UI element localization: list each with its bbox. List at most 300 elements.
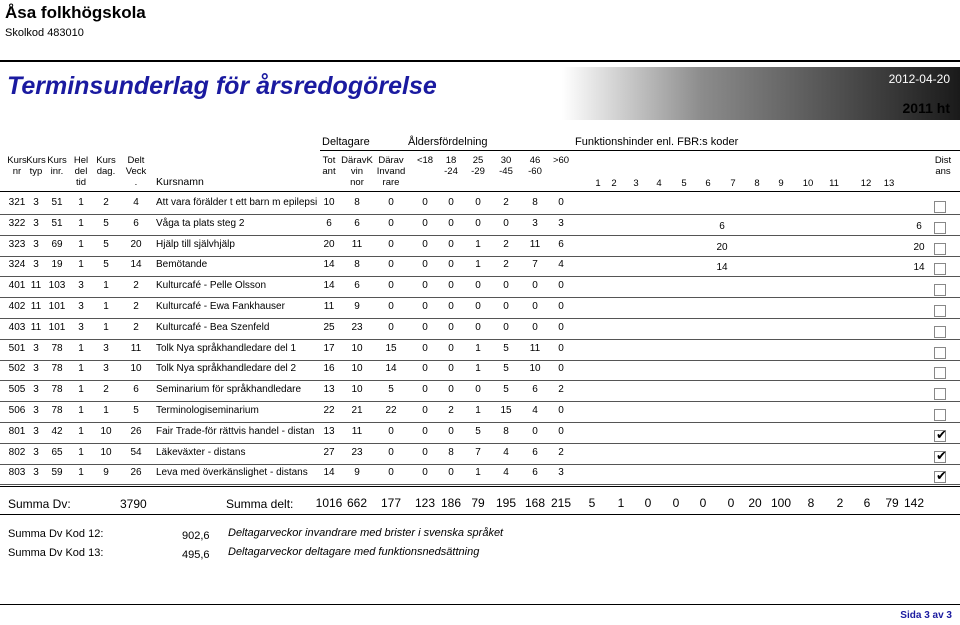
column-header: Hel del tid [73,155,89,188]
cell-tid: 3 [78,280,84,291]
cell-dag: 1 [103,405,109,416]
column-header: Tot ant [322,155,336,177]
column-header: Därav Invand rare [376,155,406,188]
cell-dag: 2 [103,197,109,208]
cell-nr: 322 [8,218,26,229]
group-header-alders: Åldersfördelning [408,136,488,148]
cell-typ: 3 [33,467,39,478]
cell-a5: 4 [532,405,538,416]
row-rule [0,214,960,215]
cell-nr: 802 [8,447,26,458]
cell-a4: 0 [503,322,509,333]
row-rule [0,360,960,361]
cell-kv: 21 [351,405,363,416]
summary-total: 2 [836,496,844,510]
group-header-rule [320,150,960,151]
cell-veck: 20 [130,239,142,250]
cell-veck: 4 [133,197,139,208]
cell-nr: 323 [8,239,26,250]
row-rule [0,464,960,465]
cell-a6: 0 [558,363,564,374]
cell-a4: 5 [503,343,509,354]
cell-inv: 0 [388,322,394,333]
row-rule [0,443,960,444]
cell-inv: 0 [388,426,394,437]
distance-checkbox[interactable] [934,243,946,255]
cell-inv: 0 [388,259,394,270]
group-header-funk: Funktionshinder enl. FBR:s koder [575,136,739,148]
summary-total: 79 [471,496,485,510]
cell-a5: 0 [532,301,538,312]
column-header: <18 [416,155,434,166]
cell-tid: 1 [78,426,84,437]
cell-a6: 0 [558,197,564,208]
distance-checkbox[interactable] [934,201,946,213]
summary-total: 142 [903,496,925,510]
cell-a2: 0 [448,301,454,312]
page-footer-rule [0,604,960,605]
summary-total: 0 [727,496,735,510]
header-rule [0,60,960,62]
column-header: 9 [778,178,784,189]
cell-a4: 5 [503,384,509,395]
cell-a5: 11 [529,239,541,250]
cell-typ: 3 [33,343,39,354]
distance-checkbox[interactable] [934,427,947,442]
column-header: 1 [595,178,601,189]
cell-kv: 10 [351,363,363,374]
cell-dag: 10 [100,447,112,458]
cell-a1: 0 [422,301,428,312]
course-name: Terminologiseminarium [156,405,259,416]
school-name: Åsa folkhögskola [5,3,146,22]
cell-veck: 6 [133,384,139,395]
cell-a1: 0 [422,197,428,208]
cell-tid: 1 [78,467,84,478]
cell-dag: 2 [103,384,109,395]
column-header: 2 [611,178,617,189]
cell-a2: 0 [448,259,454,270]
cell-tot: 17 [323,343,335,354]
cell-tot: 13 [323,384,335,395]
course-name: Kulturcafé - Ewa Fankhauser [156,301,285,312]
cell-inr: 59 [51,467,63,478]
distance-checkbox[interactable] [934,326,946,338]
cell-a3: 1 [475,343,481,354]
cell-a5: 3 [532,218,538,229]
cell-a1: 0 [422,467,428,478]
column-header: Kurs dag. [96,155,116,177]
cell-veck: 26 [130,467,142,478]
cell-kv: 10 [351,384,363,395]
cell-nr: 401 [8,280,26,291]
cell-a2: 0 [448,280,454,291]
cell-typ: 11 [30,301,42,312]
cell-kv: 8 [354,259,360,270]
cell-veck: 11 [130,343,142,354]
cell-typ: 3 [33,384,39,395]
footer-kod13-text: Deltagarveckor deltagare med funktionsnedsättning [228,546,480,558]
cell-tid: 1 [78,363,84,374]
cell-a5: 8 [532,197,538,208]
cell-a2: 0 [448,218,454,229]
cell-inr: 65 [51,447,63,458]
cell-a5: 6 [532,384,538,395]
cell-a5: 11 [529,343,541,354]
sum-dv-value: 3790 [120,497,147,511]
cell-nr: 506 [8,405,26,416]
cell-a6: 2 [558,447,564,458]
cell-kv: 11 [351,426,363,437]
cell-typ: 3 [33,426,39,437]
cell-dag: 9 [103,467,109,478]
cell-kv: 10 [351,343,363,354]
cell-fh6: 6 [719,221,725,232]
cell-tot: 6 [326,218,332,229]
cell-typ: 3 [33,218,39,229]
column-header: 8 [754,178,760,189]
cell-tid: 1 [78,239,84,250]
summary-total: 0 [672,496,680,510]
course-name: Att vara förälder t ett barn m epilepsi [156,197,318,208]
column-header: 11 [829,178,839,189]
cell-inr: 19 [51,259,63,270]
cell-a4: 2 [503,197,509,208]
cell-tot: 14 [323,280,335,291]
cell-tot: 10 [323,197,335,208]
cell-tot: 27 [323,447,335,458]
summary-total: 123 [414,496,436,510]
cell-fh13: 14 [913,262,925,273]
footer-kod13-value: 495,6 [182,549,210,561]
cell-typ: 11 [30,322,42,333]
distance-checkbox[interactable] [934,305,946,317]
course-name: Tolk Nya språkhandledare del 2 [156,363,297,374]
cell-nr: 502 [8,363,26,374]
row-rule [0,318,960,319]
summary-total: 6 [863,496,871,510]
column-header: Delt Veck . [125,155,147,188]
cell-a5: 10 [529,363,541,374]
summary-total: 5 [588,496,596,510]
cell-inv: 22 [385,405,397,416]
summary-total: 100 [770,496,792,510]
cell-tot: 22 [323,405,335,416]
summary-bottom-rule [0,514,960,515]
cell-kv: 8 [354,197,360,208]
cell-a6: 3 [558,218,564,229]
column-header: Kursnamn [156,176,204,188]
cell-a2: 0 [448,239,454,250]
column-header: 3 [633,178,639,189]
cell-a2: 8 [448,447,454,458]
column-header: 10 [802,178,814,189]
cell-tot: 14 [323,467,335,478]
cell-inv: 0 [388,239,394,250]
column-header: Dist ans [934,155,952,177]
cell-inv: 14 [385,363,397,374]
summary-total: 0 [644,496,652,510]
cell-typ: 3 [33,363,39,374]
cell-typ: 3 [33,405,39,416]
cell-inv: 0 [388,280,394,291]
footer-kod12-value: 902,6 [182,530,210,542]
cell-a1: 0 [422,343,428,354]
course-name: Fair Trade-för rättvis handel - distan [156,426,315,437]
cell-a6: 2 [558,384,564,395]
column-header: 13 [883,178,895,189]
summary-total: 79 [885,496,899,510]
cell-typ: 3 [33,259,39,270]
cell-tot: 13 [323,426,335,437]
course-name: Läkeväxter - distans [156,447,246,458]
cell-kv: 6 [354,280,360,291]
cell-a4: 5 [503,363,509,374]
column-header: 30 -45 [499,155,513,177]
cell-a1: 0 [422,322,428,333]
row-rule [0,422,960,423]
cell-a1: 0 [422,218,428,229]
distance-checkbox[interactable] [934,367,946,379]
cell-a4: 0 [503,280,509,291]
cell-a2: 0 [448,343,454,354]
cell-inv: 0 [388,197,394,208]
cell-a2: 0 [448,426,454,437]
cell-nr: 324 [8,259,26,270]
cell-inr: 51 [51,218,63,229]
cell-veck: 54 [130,447,142,458]
cell-inr: 78 [51,343,63,354]
cell-a6: 0 [558,322,564,333]
cell-a5: 0 [532,322,538,333]
column-header: 46 -60 [528,155,542,177]
course-name: Kulturcafé - Pelle Olsson [156,280,267,291]
sum-dv-label: Summa Dv: [8,497,71,511]
column-header: Kurs typ [26,155,46,177]
cell-a2: 0 [448,197,454,208]
cell-typ: 3 [33,447,39,458]
footer-kod13-label: Summa Dv Kod 13: [8,547,104,559]
cell-nr: 803 [8,467,26,478]
cell-a4: 15 [500,405,512,416]
distance-checkbox[interactable] [934,347,946,359]
cell-a6: 0 [558,405,564,416]
cell-a3: 1 [475,405,481,416]
school-code: Skolkod 483010 [5,27,84,39]
cell-a2: 0 [448,363,454,374]
cell-veck: 6 [133,218,139,229]
summary-total: 20 [748,496,762,510]
cell-a3: 0 [475,301,481,312]
cell-a4: 4 [503,467,509,478]
cell-a1: 0 [422,280,428,291]
cell-a6: 3 [558,467,564,478]
cell-a4: 0 [503,301,509,312]
cell-tid: 1 [78,343,84,354]
cell-a3: 0 [475,384,481,395]
row-rule [0,401,960,402]
cell-veck: 10 [130,363,142,374]
report-date: 2012-04-20 [888,72,950,86]
cell-a6: 0 [558,301,564,312]
cell-a6: 0 [558,280,564,291]
cell-veck: 2 [133,280,139,291]
summary-total: 8 [807,496,815,510]
cell-dag: 10 [100,426,112,437]
checkmark-icon: ✔ [936,427,947,442]
cell-dag: 5 [103,239,109,250]
cell-tid: 1 [78,197,84,208]
cell-nr: 403 [8,322,26,333]
cell-dag: 5 [103,218,109,229]
cell-tot: 20 [323,239,335,250]
cell-typ: 3 [33,197,39,208]
summary-total: 662 [346,496,368,510]
cell-inr: 78 [51,384,63,395]
cell-a3: 7 [475,447,481,458]
cell-a6: 0 [558,343,564,354]
cell-dag: 3 [103,343,109,354]
cell-a1: 0 [422,447,428,458]
column-header: Kurs nr [7,155,27,177]
cell-a3: 0 [475,218,481,229]
row-rule [0,297,960,298]
distance-checkbox[interactable] [934,388,946,400]
distance-checkbox[interactable] [934,222,946,234]
distance-checkbox[interactable] [934,468,947,483]
cell-a4: 2 [503,239,509,250]
cell-fh6: 20 [716,242,728,253]
cell-dag: 1 [103,280,109,291]
cell-a2: 0 [448,384,454,395]
cell-dag: 3 [103,363,109,374]
cell-a4: 0 [503,218,509,229]
cell-a6: 4 [558,259,564,270]
summary-total: 177 [380,496,402,510]
cell-nr: 321 [8,197,26,208]
cell-inv: 0 [388,218,394,229]
cell-inv: 15 [385,343,397,354]
summary-total: 1016 [315,496,343,510]
column-header: >60 [552,155,570,166]
cell-a3: 1 [475,239,481,250]
cell-a2: 0 [448,322,454,333]
cell-a6: 6 [558,239,564,250]
cell-veck: 26 [130,426,142,437]
row-rule [0,484,960,485]
distance-checkbox[interactable] [934,448,947,463]
course-name: Våga ta plats steg 2 [156,218,245,229]
column-header: 7 [730,178,736,189]
cell-a1: 0 [422,426,428,437]
course-name: Bemötande [156,259,208,270]
cell-a5: 6 [532,447,538,458]
cell-dag: 5 [103,259,109,270]
cell-a3: 0 [475,280,481,291]
cell-a4: 4 [503,447,509,458]
cell-veck: 5 [133,405,139,416]
cell-kv: 9 [354,301,360,312]
cell-fh13: 6 [916,221,922,232]
row-rule [0,276,960,277]
cell-inv: 0 [388,447,394,458]
cell-nr: 801 [8,426,26,437]
footer-kod12-label: Summa Dv Kod 12: [8,528,104,540]
row-rule [0,339,960,340]
column-header: 12 [860,178,872,189]
distance-checkbox[interactable] [934,284,946,296]
cell-inr: 101 [48,322,66,333]
course-name: Seminarium för språkhandledare [156,384,302,395]
checkmark-icon: ✔ [936,468,947,483]
page-number: Sida 3 av 3 [900,610,952,621]
cell-inr: 78 [51,363,63,374]
cell-inr: 101 [48,301,66,312]
distance-checkbox[interactable] [934,263,946,275]
course-name: Hjälp till självhjälp [156,239,235,250]
cell-a3: 1 [475,467,481,478]
distance-checkbox[interactable] [934,409,946,421]
row-rule [0,235,960,236]
course-name: Tolk Nya språkhandledare del 1 [156,343,297,354]
cell-inv: 0 [388,467,394,478]
cell-inr: 69 [51,239,63,250]
cell-inv: 0 [388,301,394,312]
cell-a1: 0 [422,405,428,416]
course-name: Kulturcafé - Bea Szenfeld [156,322,270,333]
cell-a5: 0 [532,426,538,437]
cell-nr: 402 [8,301,26,312]
cell-a1: 0 [422,259,428,270]
cell-tid: 1 [78,384,84,395]
footer-kod12-text: Deltagarveckor invandrare med brister i svenska språket [228,527,504,539]
cell-inr: 78 [51,405,63,416]
cell-a3: 5 [475,426,481,437]
column-header-rule [0,191,960,192]
cell-kv: 9 [354,467,360,478]
summary-total: 186 [440,496,462,510]
cell-tid: 1 [78,259,84,270]
cell-nr: 501 [8,343,26,354]
cell-tid: 1 [78,447,84,458]
cell-a4: 2 [503,259,509,270]
cell-fh13: 20 [913,242,925,253]
cell-a5: 0 [532,280,538,291]
cell-kv: 23 [351,322,363,333]
summary-total: 168 [524,496,546,510]
cell-typ: 11 [30,280,42,291]
cell-a5: 6 [532,467,538,478]
cell-kv: 11 [351,239,363,250]
summary-total: 195 [495,496,517,510]
page-title: Terminsunderlag för årsredogörelse [7,72,437,100]
course-name: Leva med överkänslighet - distans [156,467,308,478]
cell-tot: 25 [323,322,335,333]
cell-a1: 0 [422,239,428,250]
report-period: 2011 ht [902,100,950,116]
cell-tot: 14 [323,259,335,270]
cell-tid: 1 [78,218,84,229]
cell-dag: 1 [103,301,109,312]
column-header: 18 -24 [444,155,458,177]
row-rule [0,380,960,381]
sum-delt-label: Summa delt: [226,497,294,511]
cell-a6: 0 [558,426,564,437]
cell-tid: 3 [78,322,84,333]
cell-fh6: 14 [716,262,728,273]
column-header: DäravK vin nor [341,155,373,188]
row-rule [0,256,960,257]
